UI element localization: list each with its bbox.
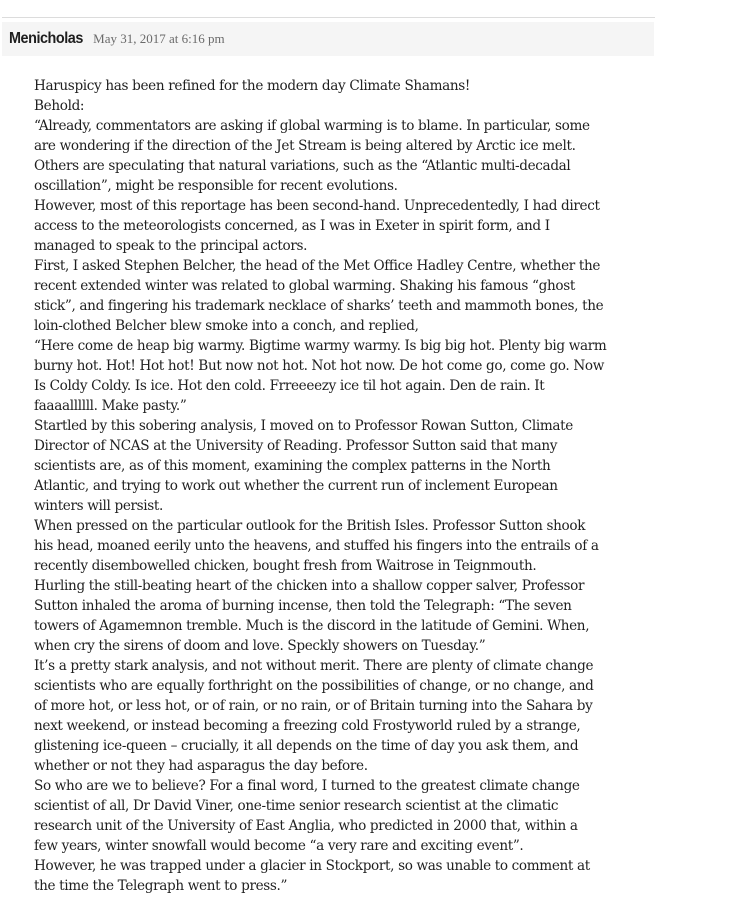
comment-text-line: So who are we to believe? For a final word, I turned to the greatest climate change	[34, 778, 580, 794]
comment-text-line: Startled by this sobering analysis, I moved on to Professor Rowan Sutton, Climate	[34, 418, 573, 434]
comment-divider	[2, 17, 655, 18]
comment-text-line: scientists who are equally forthright on the possibilities of change, or no change, and	[34, 678, 594, 694]
comment-text-line: Behold:	[34, 98, 85, 114]
comment-text-line: winters will persist.	[34, 498, 164, 514]
comment-text-line: Hurling the still-beating heart of the chicken into a shallow copper salver, Professor	[34, 578, 585, 594]
comment-text-line: Director of NCAS at the University of Reading. Professor Sutton said that many	[34, 438, 558, 454]
comment-header	[2, 22, 654, 56]
comment-text-line: his head, moaned eerily unto the heavens, and stuffed his fingers into the entrails of a	[34, 538, 599, 554]
comment-body	[34, 76, 674, 896]
comment-text-line: “Here come de heap big warmy. Bigtime warmy warmy. Is big big hot. Plenty big warm	[34, 338, 607, 354]
comment-text-line: towers of Agamemnon tremble. Much is the discord in the latitude of Gemini. When,	[34, 618, 590, 634]
comment-text-line: Others are speculating that natural variations, such as the “Atlantic multi-decadal	[34, 158, 571, 174]
comment-text-line: oscillation”, might be responsible for recent evolutions.	[34, 178, 398, 194]
comment-text-line: Haruspicy has been refined for the modern day Climate Shamans!	[34, 78, 471, 94]
comment-text-line: recently disembowelled chicken, bought fresh from Waitrose in Teignmouth.	[34, 558, 537, 574]
comment-text-line: When pressed on the particular outlook for the British Isles. Professor Sutton shook	[34, 518, 586, 534]
comment-author[interactable]: Menicholas	[9, 30, 83, 47]
comment-text-line: First, I asked Stephen Belcher, the head of the Met Office Hadley Centre, whether the	[34, 258, 601, 274]
comment-text-line: loin-clothed Belcher blew smoke into a conch, and replied,	[34, 318, 419, 334]
comment-text-line: whether or not they had asparagus the day before.	[34, 758, 368, 774]
comment-text-line: research unit of the University of East Anglia, who predicted in 2000 that, within a	[34, 818, 578, 834]
comment-text-line: glistening ice-queen – crucially, it all depends on the time of day you ask them, and	[34, 738, 579, 754]
comment-text-line: stick”, and fingering his trademark necklace of sharks’ teeth and mammoth bones, the	[34, 298, 604, 314]
comment-text-line: Is Coldy Coldy. Is ice. Hot den cold. Frreeeezy ice til hot again. Den de rain. It	[34, 378, 545, 394]
comment-text-line: scientist of all, Dr David Viner, one-time senior research scientist at the climatic	[34, 798, 559, 814]
comment-text-line: when cry the sirens of doom and love. Speckly showers on Tuesday.”	[34, 638, 486, 654]
comment-text-line: “Already, commentators are asking if global warming is to blame. In particular, some	[34, 118, 590, 134]
comment-text-line: few years, winter snowfall would become “a very rare and exciting event”.	[34, 838, 524, 854]
comment-text-line: access to the meteorologists concerned, as I was in Exeter in spirit form, and I	[34, 218, 550, 234]
comment-text-line: It’s a pretty stark analysis, and not without merit. There are plenty of climate change	[34, 658, 594, 674]
comment-date[interactable]: May 31, 2017 at 6:16 pm	[93, 31, 225, 46]
comment-text-line: managed to speak to the principal actors.	[34, 238, 308, 254]
comment-text-line: However, he was trapped under a glacier in Stockport, so was unable to comment at	[34, 858, 590, 874]
comment-text-line: recent extended winter was related to global warming. Shaking his famous “ghost	[34, 278, 575, 294]
comment-text-line: next weekend, or instead becoming a freezing cold Frostyworld ruled by a strange,	[34, 718, 581, 734]
comment-text-line: are wondering if the direction of the Jet Stream is being altered by Arctic ice melt.	[34, 138, 576, 154]
comment-text-line: of more hot, or less hot, or of rain, or no rain, or of Britain turning into the Sahara by	[34, 698, 593, 714]
comment-text-line: However, most of this reportage has been second-hand. Unprecedentedly, I had direct	[34, 198, 600, 214]
comment-text-line: burny hot. Hot! Hot hot! But now not hot. Not hot now. De hot come go, come go. Now	[34, 358, 605, 374]
comment-text-line: scientists are, as of this moment, examining the complex patterns in the North	[34, 458, 551, 474]
comment-text-line: Sutton inhaled the aroma of burning incense, then told the Telegraph: “The seven	[34, 598, 572, 614]
comment-text-line: Atlantic, and trying to work out whether the current run of inclement European	[34, 478, 558, 494]
comment-text-line: faaaallllll. Make pasty.”	[34, 398, 187, 414]
comment-text-line: the time the Telegraph went to press.”	[34, 878, 288, 894]
